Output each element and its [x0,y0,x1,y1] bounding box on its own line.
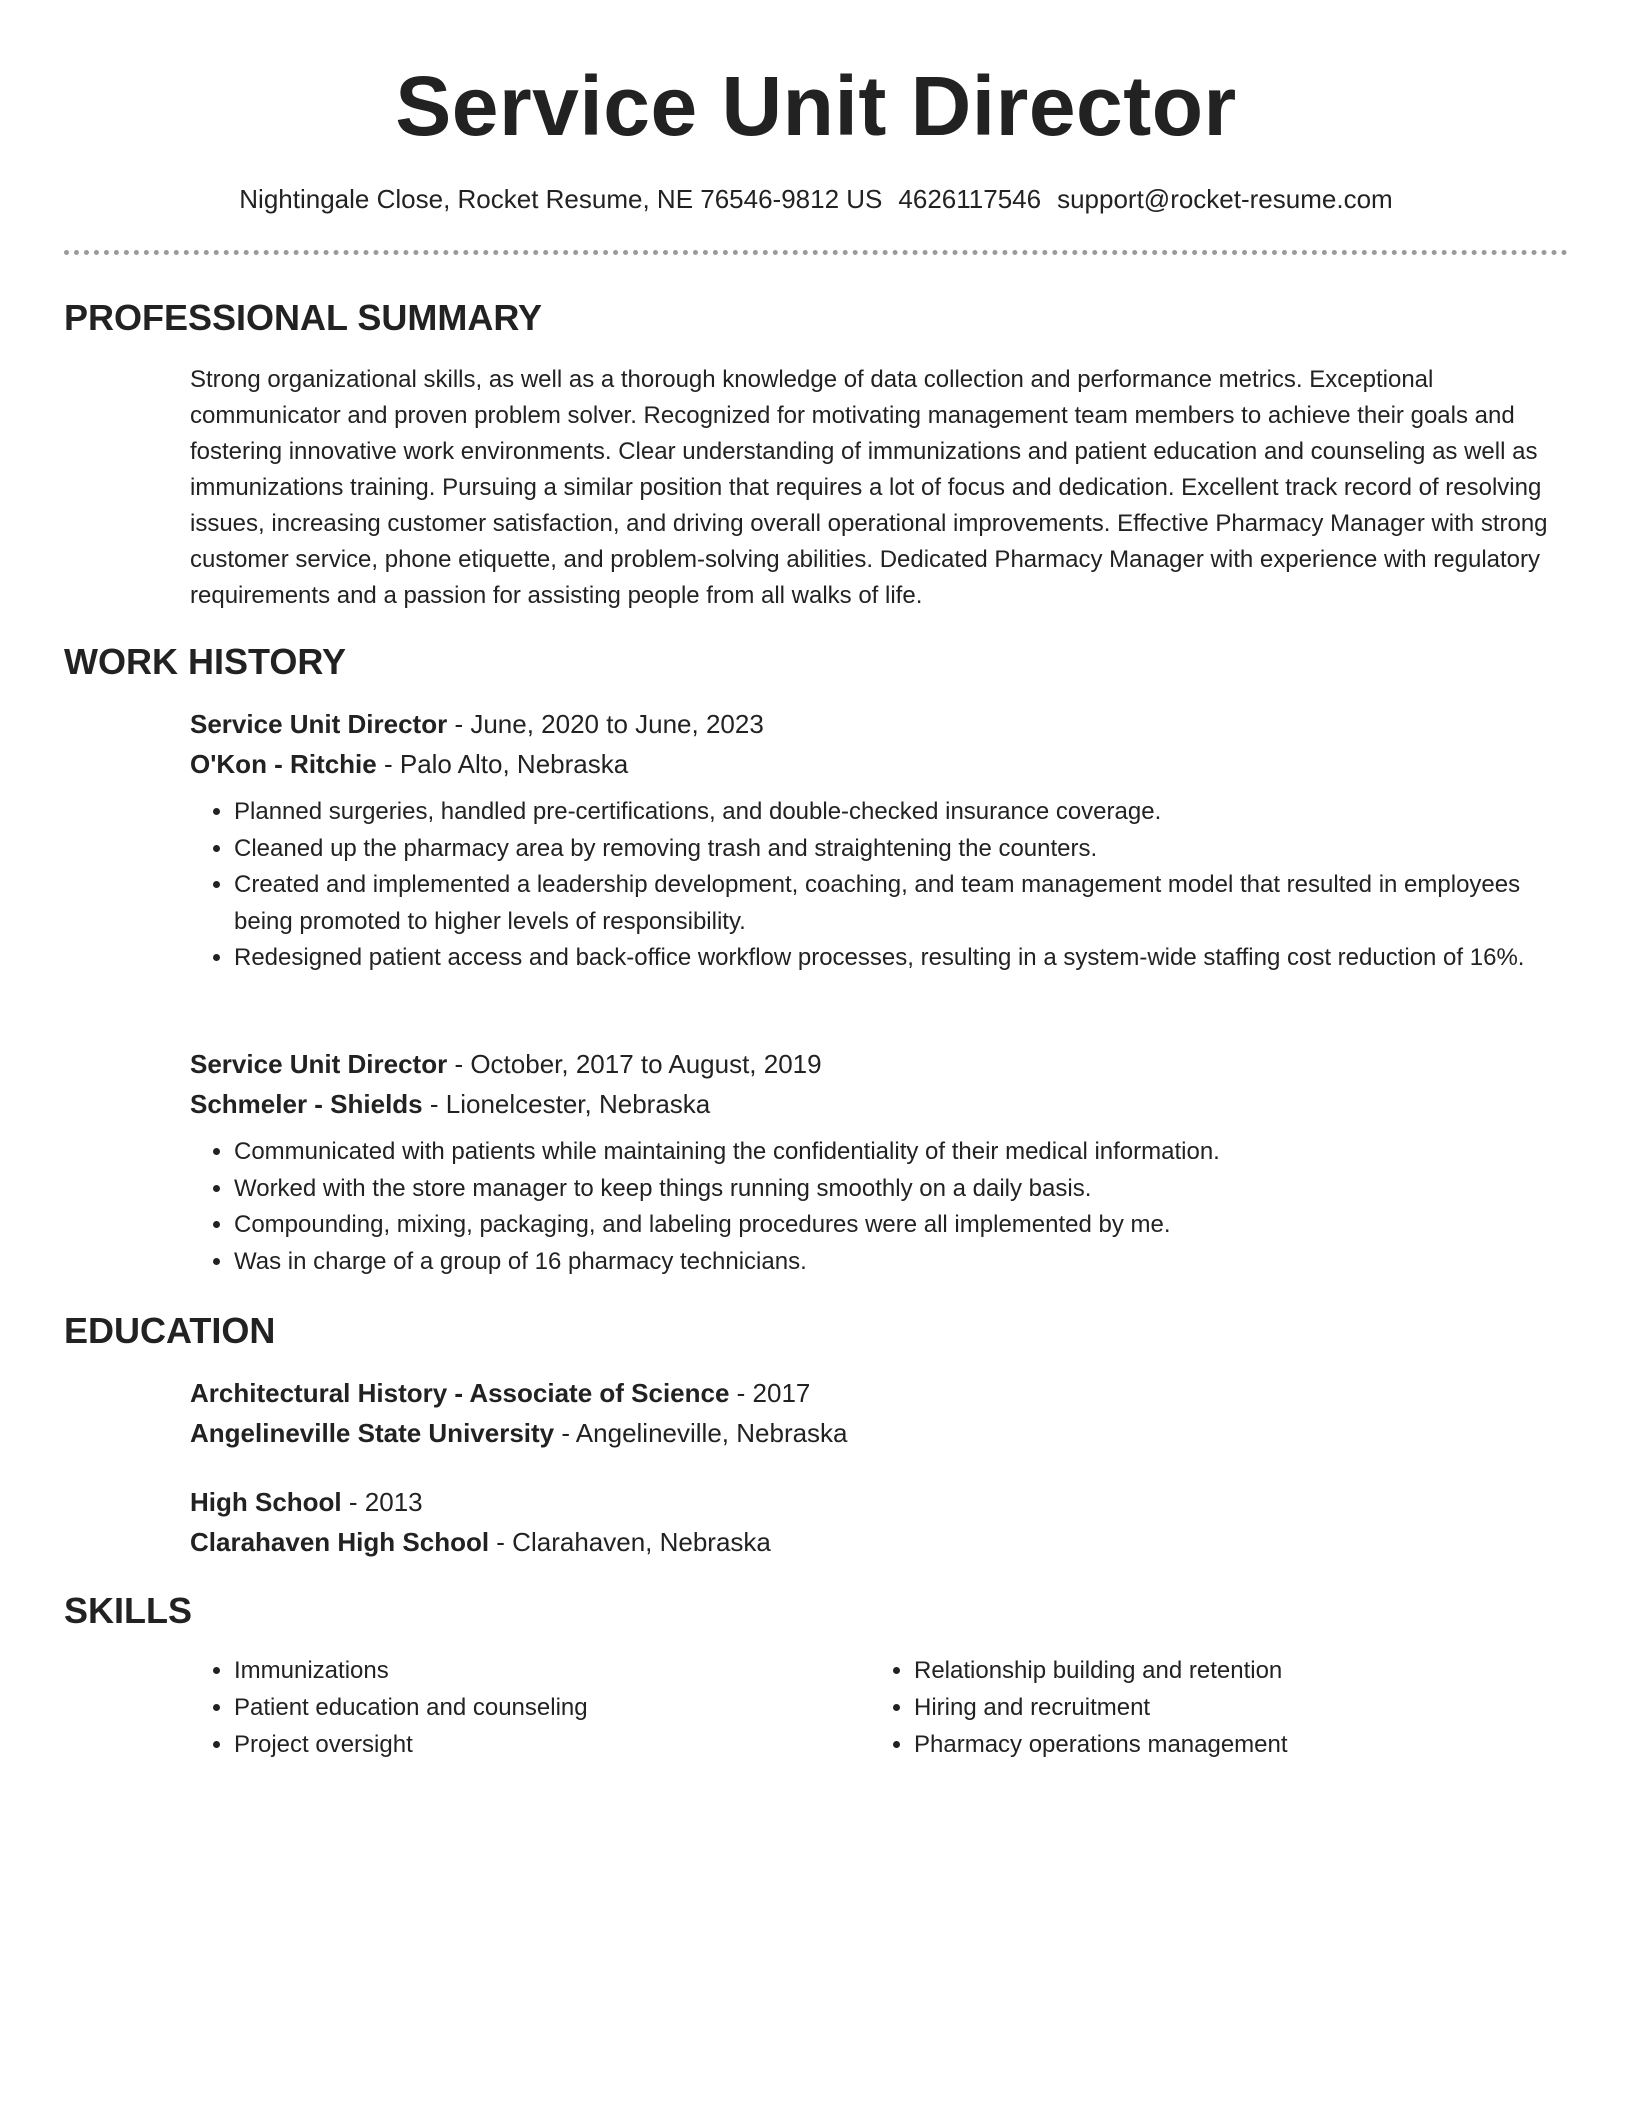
education-location: - Angelineville, Nebraska [554,1418,848,1448]
job-role: Service Unit Director [190,1049,448,1079]
education-school: Clarahaven High School [190,1527,490,1557]
job-bullet: • Communicated with patients while maintaining the confidentiality of their medical information. [234,1134,1568,1171]
section-title-work: WORK HISTORY [64,641,347,682]
job-company: Schmeler - Shields [190,1089,423,1119]
resume-name: Service Unit Director [395,59,1237,153]
education-entry [190,1373,1568,1453]
education-degree-line [190,1373,1568,1413]
header-divider [64,250,1568,255]
job-company-line [190,744,1568,784]
contact-address: Nightingale Close, Rocket Resume, NE 76546-9812 US [239,184,883,214]
job-bullet: • Compounding, mixing, packaging, and labeling procedures were all implemented by me. [234,1207,1568,1244]
skills-list [190,1652,1568,1763]
skills-section [64,1589,1568,1633]
contact-phone: 4626117546 [898,184,1042,214]
job-bullet: • Worked with the store manager to keep things running smoothly on a daily basis. [234,1171,1568,1208]
education-year: - 2017 [729,1378,811,1408]
education-school-line [190,1522,1568,1562]
education-location: - Clarahaven, Nebraska [489,1527,771,1557]
education-school-line [190,1413,1568,1453]
job-role: Service Unit Director [190,709,448,739]
job-dates: - October, 2017 to August, 2019 [447,1049,822,1079]
skills-column-right [870,1652,1550,1763]
skill-item: • Pharmacy operations management [914,1726,1550,1763]
job-company: O'Kon - Ritchie [190,749,377,779]
job-bullet: • Was in charge of a group of 16 pharmacy technicians. [234,1244,1568,1281]
education-degree-line [190,1482,1568,1522]
job-company-line [190,1084,1568,1124]
section-title-skills: SKILLS [64,1590,193,1631]
job-bullet: • Created and implemented a leadership development, coaching, and team management model that resulted in employees being promoted to higher levels of responsibility. [234,867,1568,940]
job-title-line [190,1044,1568,1084]
education-degree: High School [190,1487,342,1517]
job-dates: - June, 2020 to June, 2023 [447,709,764,739]
skill-item: • Project oversight [234,1726,870,1763]
job-entry [190,704,1568,977]
education-school: Angelineville State University [190,1418,555,1448]
skills-column-left [190,1652,870,1763]
contact-email: support@rocket-resume.com [1057,184,1393,214]
job-bullet: • Redesigned patient access and back-office workflow processes, resulting in a system-wide staffing cost reduction of 16%. [234,940,1568,977]
summary-text: Strong organizational skills, as well as a thorough knowledge of data collection and performance metrics. Exceptional communicator and proven problem solver. Recognized for motivating management team members to achieve their goals and fostering innovative work environments. Clear understanding of immunizations and patient education and counseling as well as immunizations training. Pursuing a similar position that requires a lot of focus and dedication. Excellent track record of resolving issues, increasing customer satisfaction, and driving overall operational improvements. Effective Pharmacy Manager with strong customer service, phone etiquette, and problem-solving abilities. Dedicated Pharmacy Manager with experience with regulatory requirements and a passion for assisting people from all walks of life. [190,366,1548,609]
work-section [64,640,1568,684]
section-title-summary: PROFESSIONAL SUMMARY [64,297,543,338]
job-bullets [190,1134,1568,1280]
skill-item: • Patient education and counseling [234,1689,870,1726]
job-title-line [190,704,1568,744]
job-location: - Palo Alto, Nebraska [376,749,629,779]
education-section [64,1309,1568,1353]
job-bullet: • Planned surgeries, handled pre-certifications, and double-checked insurance coverage. [234,794,1568,831]
skill-item: • Hiring and recruitment [914,1689,1550,1726]
education-entry [190,1482,1568,1562]
skill-item: • Immunizations [234,1652,870,1689]
summary-section [64,296,1568,340]
section-title-education: EDUCATION [64,1310,276,1351]
job-entry [190,1044,1568,1280]
education-year: - 2013 [341,1487,423,1517]
job-bullet: • Cleaned up the pharmacy area by removing trash and straightening the counters. [234,831,1568,868]
job-location: - Lionelcester, Nebraska [422,1089,711,1119]
skill-item: • Relationship building and retention [914,1652,1550,1689]
job-bullets [190,794,1568,977]
contact-line [64,182,1568,216]
education-degree: Architectural History - Associate of Science [190,1378,730,1408]
